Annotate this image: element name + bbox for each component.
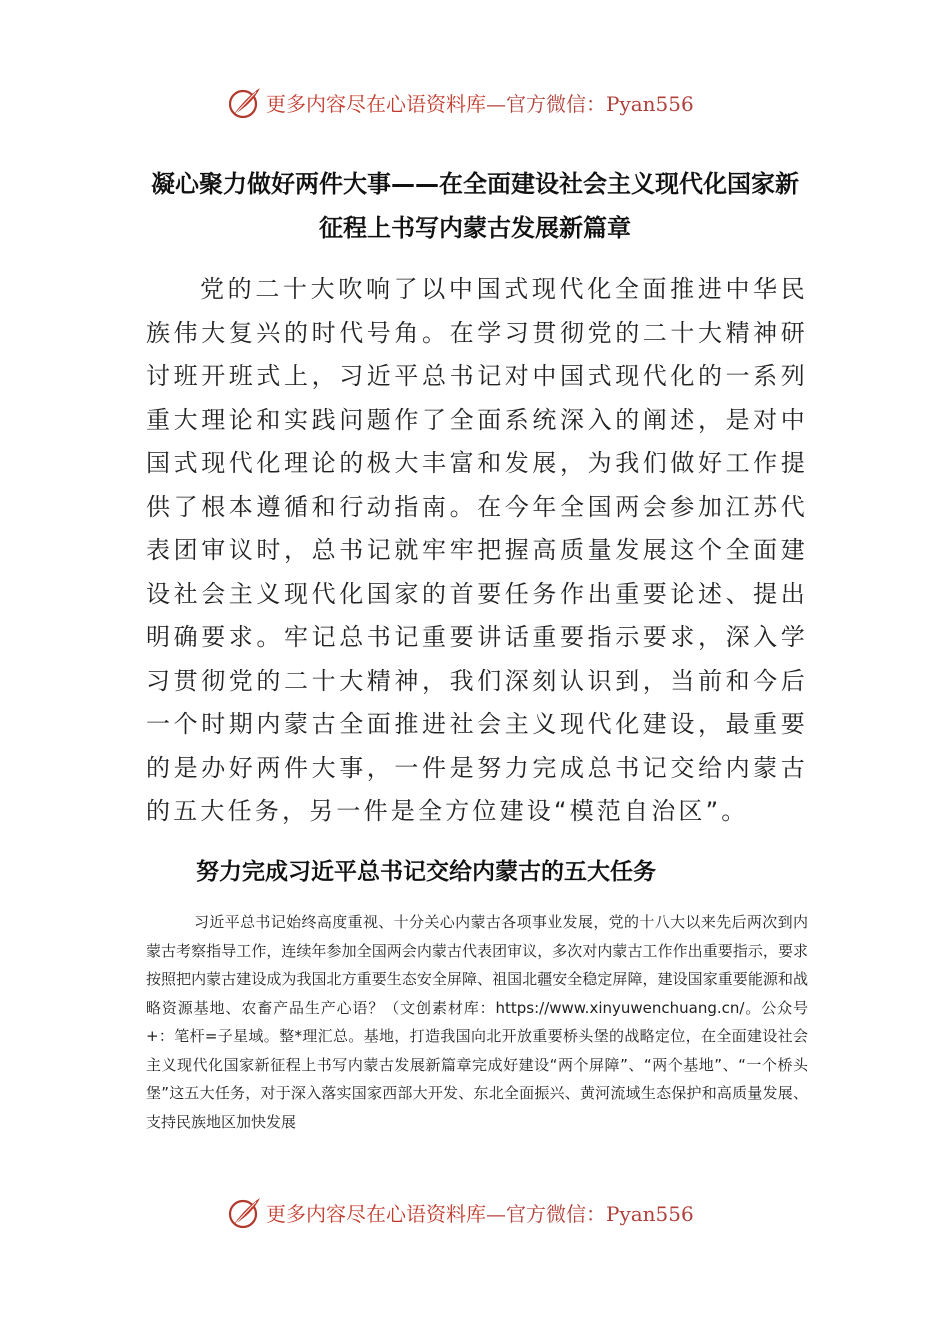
section-paragraph: 习近平总书记始终高度重视、十分关心内蒙古各项事业发展，党的十八大以来先后两次到内蒙古考察指导工作，连续年参加全国两会内蒙古代表团审议，多次对内蒙古工作作出重要指示，要求按照把内蒙古建设成为我国北方重要生态安全屏障、祖国北疆安全稳定屏障，建设国家重要能源和战略资源基地、农畜产品生产心语？（文创素材库：https://www.xinyuwenchuang.cn/。公众号+：笔杆=子星域。整*理汇总。基地，打造我国向北开放重要桥头堡的战略定位，在全面建设社会主义现代化国家新征程上书写内蒙古发展新篇章完成好建设“两个屏障”、“两个基地”、“一个桥头堡”这五大任务，对于深入落实国家西部大开发、东北全面振兴、黄河流域生态保护和高质量发展、支持民族地区加快发展	[146, 913, 808, 1131]
footer-watermark-banner	[0, 1188, 950, 1238]
header-watermark-banner	[0, 78, 950, 128]
banner-text	[266, 1198, 694, 1227]
quill-logo-icon	[226, 1194, 264, 1232]
section-heading: 努力完成习近平总书记交给内蒙古的五大任务	[196, 859, 656, 885]
quill-logo-icon	[226, 84, 264, 122]
document-title: 凝心聚力做好两件大事——在全面建设社会主义现代化国家新征程上书写内蒙古发展新篇章	[151, 170, 799, 242]
banner-main-text: 更多内容尽在心语资料库	[266, 92, 486, 116]
banner-wechat-text: —官方微信：Pyan556	[486, 92, 694, 116]
banner-main-text: 更多内容尽在心语资料库	[266, 1202, 486, 1226]
banner-wechat-text: —官方微信：Pyan556	[486, 1202, 694, 1226]
banner-text	[266, 88, 694, 117]
intro-paragraph: 党的二十大吹响了以中国式现代化全面推进中华民族伟大复兴的时代号角。在学习贯彻党的二十大精神研讨班开班式上，习近平总书记对中国式现代化的一系列重大理论和实践问题作了全面系统深入的阐述，是对中国式现代化理论的极大丰富和发展，为我们做好工作提供了根本遵循和行动指南。在今年全国两会参加江苏代表团审议时，总书记就牢牢把握高质量发展这个全面建设社会主义现代化国家的首要任务作出重要论述、提出明确要求。牢记总书记重要讲话重要指示要求，深入学习贯彻党的二十大精神，我们深刻认识到，当前和今后一个时期内蒙古全面推进社会主义现代化建设，最重要的是办好两件大事，一件是努力完成总书记交给内蒙古的五大任务，另一件是全方位建设“模范自治区”。	[146, 275, 808, 825]
